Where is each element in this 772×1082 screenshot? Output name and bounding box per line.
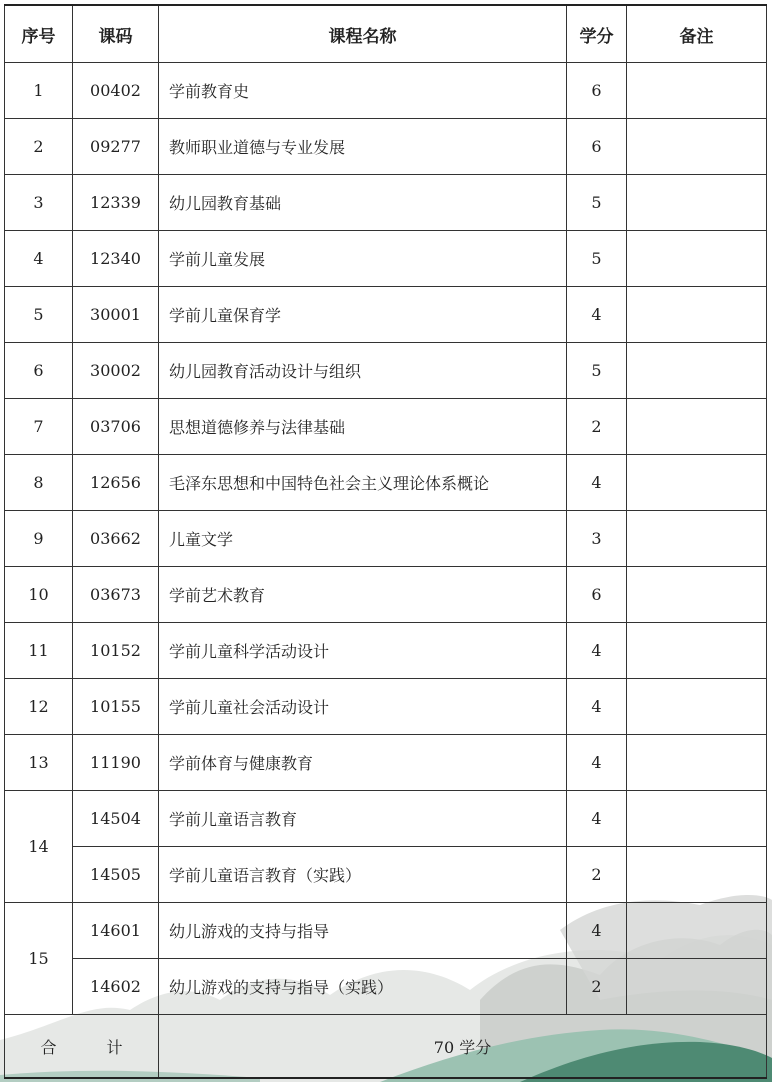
note-cell (627, 847, 767, 903)
code-cell: 11190 (73, 735, 159, 791)
credit-cell: 5 (567, 175, 627, 231)
note-cell (627, 231, 767, 287)
course-name-cell: 幼儿游戏的支持与指导 (159, 903, 567, 959)
code-cell: 03706 (73, 399, 159, 455)
course-name-cell: 学前艺术教育 (159, 567, 567, 623)
seq-cell: 10 (5, 567, 73, 623)
code-cell: 14602 (73, 959, 159, 1015)
code-cell: 09277 (73, 119, 159, 175)
course-name-cell: 儿童文学 (159, 511, 567, 567)
code-cell: 30002 (73, 343, 159, 399)
credit-cell: 6 (567, 63, 627, 119)
course-name-cell: 学前儿童保育学 (159, 287, 567, 343)
total-row (5, 1015, 767, 1079)
note-cell (627, 175, 767, 231)
course-name-cell: 幼儿园教育活动设计与组织 (159, 343, 567, 399)
course-table (4, 4, 767, 1079)
header-code: 课码 (73, 5, 159, 63)
total-credits-value: 70 学分 (159, 1015, 767, 1079)
course-name-cell: 学前儿童语言教育（实践） (159, 847, 567, 903)
seq-cell: 6 (5, 343, 73, 399)
header-credit: 学分 (567, 5, 627, 63)
course-name-cell: 教师职业道德与专业发展 (159, 119, 567, 175)
course-name-cell: 思想道德修养与法律基础 (159, 399, 567, 455)
seq-cell: 3 (5, 175, 73, 231)
note-cell (627, 903, 767, 959)
credit-cell: 6 (567, 119, 627, 175)
seq-cell: 7 (5, 399, 73, 455)
note-cell (627, 511, 767, 567)
header-note: 备注 (627, 5, 767, 63)
code-cell: 03662 (73, 511, 159, 567)
table-row (5, 735, 767, 791)
credit-cell: 5 (567, 231, 627, 287)
code-cell: 14601 (73, 903, 159, 959)
credit-cell: 4 (567, 791, 627, 847)
credit-cell: 3 (567, 511, 627, 567)
course-name-cell: 幼儿园教育基础 (159, 175, 567, 231)
credit-cell: 4 (567, 679, 627, 735)
table-row (5, 343, 767, 399)
note-cell (627, 567, 767, 623)
course-name-cell: 学前体育与健康教育 (159, 735, 567, 791)
seq-cell: 4 (5, 231, 73, 287)
header-seq: 序号 (5, 5, 73, 63)
table-row (5, 231, 767, 287)
table-row (5, 511, 767, 567)
credit-cell: 5 (567, 343, 627, 399)
code-cell: 14505 (73, 847, 159, 903)
seq-cell: 12 (5, 679, 73, 735)
credit-cell: 6 (567, 567, 627, 623)
course-name-cell: 幼儿游戏的支持与指导（实践） (159, 959, 567, 1015)
note-cell (627, 63, 767, 119)
note-cell (627, 399, 767, 455)
table-row (5, 455, 767, 511)
table-row (5, 567, 767, 623)
seq-cell: 15 (5, 903, 73, 1015)
seq-cell: 11 (5, 623, 73, 679)
note-cell (627, 623, 767, 679)
note-cell (627, 455, 767, 511)
table-row (5, 63, 767, 119)
seq-cell: 13 (5, 735, 73, 791)
table-row (5, 847, 767, 903)
course-name-cell: 学前儿童发展 (159, 231, 567, 287)
seq-cell: 9 (5, 511, 73, 567)
note-cell (627, 119, 767, 175)
seq-cell: 8 (5, 455, 73, 511)
credit-cell: 2 (567, 959, 627, 1015)
code-cell: 12340 (73, 231, 159, 287)
table-row (5, 903, 767, 959)
credit-cell: 4 (567, 455, 627, 511)
credit-cell: 2 (567, 399, 627, 455)
credit-cell: 4 (567, 903, 627, 959)
note-cell (627, 679, 767, 735)
table-row (5, 399, 767, 455)
credit-cell: 4 (567, 623, 627, 679)
table-row (5, 959, 767, 1015)
code-cell: 10152 (73, 623, 159, 679)
code-cell: 30001 (73, 287, 159, 343)
seq-cell: 2 (5, 119, 73, 175)
table-row (5, 175, 767, 231)
header-course-name: 课程名称 (159, 5, 567, 63)
code-cell: 00402 (73, 63, 159, 119)
total-label-cell (5, 1015, 159, 1079)
seq-cell: 1 (5, 63, 73, 119)
course-name-cell: 学前儿童科学活动设计 (159, 623, 567, 679)
total-label-left: 合 (40, 1037, 57, 1057)
credit-cell: 4 (567, 287, 627, 343)
note-cell (627, 343, 767, 399)
credit-cell: 4 (567, 735, 627, 791)
course-name-cell: 毛泽东思想和中国特色社会主义理论体系概论 (159, 455, 567, 511)
table-row (5, 791, 767, 847)
course-name-cell: 学前儿童社会活动设计 (159, 679, 567, 735)
note-cell (627, 791, 767, 847)
table-row (5, 287, 767, 343)
table-row (5, 623, 767, 679)
note-cell (627, 735, 767, 791)
code-cell: 10155 (73, 679, 159, 735)
course-name-cell: 学前教育史 (159, 63, 567, 119)
note-cell (627, 287, 767, 343)
total-label-right: 计 (106, 1037, 123, 1057)
seq-cell: 5 (5, 287, 73, 343)
table-row (5, 119, 767, 175)
credit-cell: 2 (567, 847, 627, 903)
table-header-row (5, 5, 767, 63)
code-cell: 03673 (73, 567, 159, 623)
code-cell: 12339 (73, 175, 159, 231)
note-cell (627, 959, 767, 1015)
code-cell: 12656 (73, 455, 159, 511)
seq-cell: 14 (5, 791, 73, 903)
table-row (5, 679, 767, 735)
code-cell: 14504 (73, 791, 159, 847)
course-name-cell: 学前儿童语言教育 (159, 791, 567, 847)
